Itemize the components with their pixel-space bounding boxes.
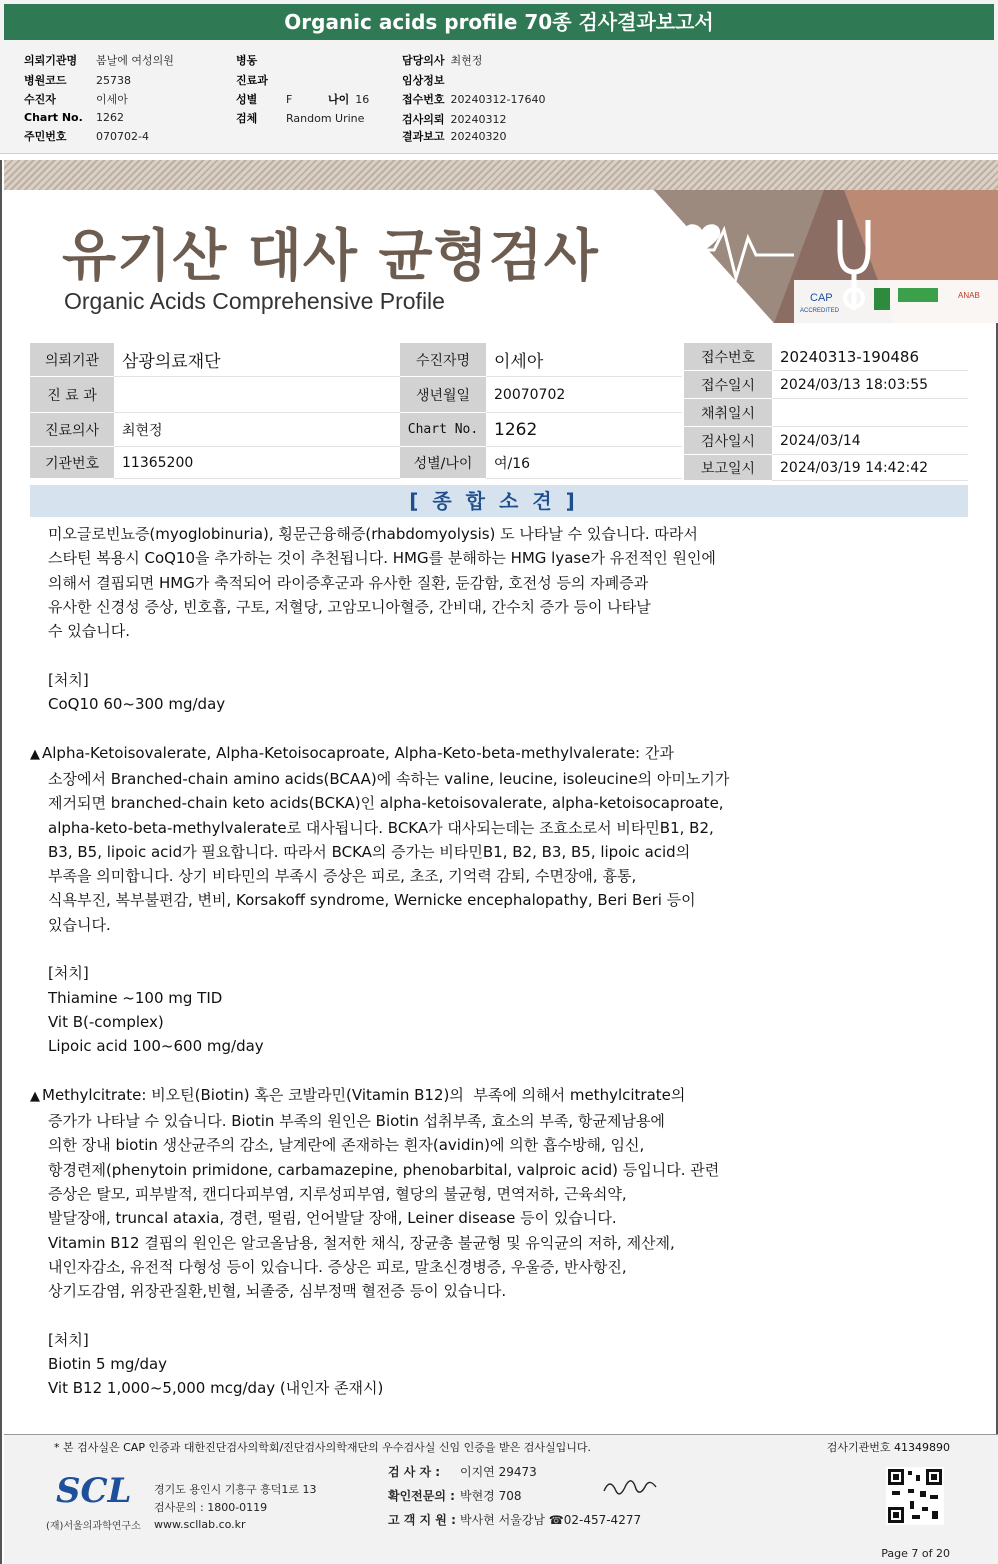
lab-phone: 검사문의 : 1800-0119: [154, 1501, 268, 1514]
value-patient-name: 이세아: [486, 343, 682, 377]
page-number: Page 7 of 20: [881, 1547, 950, 1560]
text-line: 제거되면 branched-chain keto acids(BCKA)인 alpha-ketoisovalerate, alpha-ketoisocaproate,: [48, 794, 724, 813]
english-title: Organic Acids Comprehensive Profile: [64, 288, 445, 314]
header-field-resident-no: 주민번호 070702-4: [24, 130, 149, 143]
label-sex-age: 성별/나이: [400, 447, 486, 479]
report-header: [0, 0, 998, 154]
text-line: 의한 장내 biotin 생산균주의 감소, 날계란에 존재하는 흰자(avidin)에 의한 흡수방해, 임신,: [48, 1136, 645, 1155]
korean-title: 유기산 대사 균형검사: [62, 224, 599, 289]
text-line: Vitamin B12 결핍의 원인은 알코올남용, 철저한 채식, 장균총 불균형 및 유익균의 저하, 제산제,: [48, 1233, 675, 1252]
treatment-heading: [처치]: [48, 964, 89, 983]
support-line: 고 객 지 원 : 박사현 서울강남 ☎02-457-4277: [388, 1513, 642, 1527]
cap-accredited-text: ACCREDITED: [800, 308, 840, 314]
label-requesting-org: 의뢰기관: [30, 343, 114, 377]
text-line: 증상은 탈모, 피부발적, 캔디다피부염, 지루성피부염, 혈당의 불균형, 면역저하, 근육쇠약,: [48, 1185, 627, 1204]
treatment-line: Thiamine ~100 mg TID: [48, 988, 223, 1007]
anab-logo-text: ANAB: [958, 291, 980, 300]
value-requesting-org: 삼광의료재단: [114, 343, 400, 377]
header-field-patient: 수진자 이세아: [24, 93, 128, 106]
treatment-line: Biotin 5 mg/day: [48, 1355, 168, 1374]
treatment-heading: [처치]: [48, 670, 89, 689]
reviewer-line: 확인전문의 : 박현경 708: [388, 1489, 522, 1503]
text-line: alpha-keto-beta-methylvalerate로 대사됩니다. BCKA가 대사되는데는 조효소로서 비타민B1, B2,: [48, 818, 714, 837]
summary-heading: [종합소견]: [30, 485, 968, 517]
header-field-doctor: 담당의사 최현정: [402, 54, 483, 67]
text-line: 내인자감소, 유전적 다형성 등이 있습니다. 증상은 피로, 말초신경병증, 우울증, 반사항진,: [48, 1257, 627, 1276]
label-doctor: 진료의사: [30, 413, 114, 447]
section-heading: Methylcitrate: 비오틴(Biotin) 혹은 코발라민(Vitamin B12)의 부족에 의해서 methylcitrate의: [42, 1085, 686, 1104]
lab-website[interactable]: www.scllab.co.kr: [154, 1518, 246, 1531]
value-receipt-date: 2024/03/13 18:03:55: [772, 371, 968, 399]
value-receipt-no: 20240313-190486: [772, 343, 968, 371]
label-test-date: 검사일시: [684, 427, 772, 455]
label-receipt-no: 접수번호: [684, 343, 772, 371]
report-footer: [4, 1434, 998, 1564]
header-field-specimen: 검체 Random Urine: [236, 112, 365, 125]
treatment-line: Vit B12 1,000~5,000 mcg/day (내인자 존재시): [48, 1379, 384, 1398]
header-field-request-date: 검사의뢰 20240312: [402, 113, 507, 126]
label-patient-name: 수진자명: [400, 343, 486, 377]
label-receipt-date: 접수일시: [684, 371, 772, 399]
header-field-report-date: 결과보고 20240320: [402, 130, 507, 143]
signature-image: [600, 1473, 660, 1501]
header-field-ward: 병동: [236, 54, 258, 67]
summary-content: [30, 522, 930, 1401]
treatment-line: Vit B(-complex): [48, 1012, 164, 1031]
treatment-line: CoQ10 60~300 mg/day: [48, 695, 226, 714]
lab-address: 경기도 용인시 기흥구 흥덕1로 13: [154, 1483, 317, 1496]
report-title: Organic acids profile 70종 검사결과보고서: [4, 4, 994, 40]
value-doctor: 최현정: [114, 413, 400, 447]
text-line: 수 있습니다.: [48, 622, 130, 641]
patient-info-table: [30, 343, 968, 481]
text-line: 스타틴 복용시 CoQ10을 추가하는 것이 추천됩니다. HMG를 분해하는 HMG lyase가 유전적인 원인에: [48, 549, 716, 568]
text-line: 소장에서 Branched-chain amino acids(BCAA)에 속하는 valine, leucine, isoleucine의 아미노기가: [48, 769, 730, 788]
label-birth-date: 생년월일: [400, 377, 486, 413]
header-field-sex: 성별 F: [236, 93, 293, 106]
heartbeat-stethoscope-logo: [644, 160, 998, 323]
triangle-bullet-icon: ▲: [30, 746, 40, 762]
cap-logo-text: CAP: [810, 292, 833, 304]
section-heading: Alpha-Ketoisovalerate, Alpha-Ketoisocaproate, Alpha-Keto-beta-methylvalerate: 간과: [42, 743, 674, 762]
text-line: 부족을 의미합니다. 상기 비타민의 부족시 증상은 피로, 초조, 기억력 감퇴, 수면장애, 흉통,: [48, 867, 637, 886]
text-line: 항경련제(phenytoin primidone, carbamazepine, phenobarbital, valproic acid) 등입니다. 관련: [48, 1160, 720, 1179]
label-org-no: 기관번호: [30, 447, 114, 479]
qr-code-icon: [886, 1467, 944, 1525]
text-line: 발달장애, truncal ataxia, 경련, 떨림, 언어발달 장애, Leiner disease 등이 있습니다.: [48, 1209, 617, 1228]
text-line: 유사한 신경성 증상, 빈호흡, 구토, 저혈당, 고암모니아혈증, 간비대, 간수치 증가 등이 나타날: [48, 597, 651, 616]
header-field-clinical-info: 임상정보: [402, 74, 445, 87]
value-birth-date: 20070702: [486, 377, 682, 413]
text-line: 의해서 결핍되면 HMG가 축적되어 라이증후군과 유사한 질환, 둔감함, 호전성 등의 자폐증과: [48, 573, 649, 592]
text-line: 있습니다.: [48, 915, 111, 934]
text-line: 미오글로빈뇨증(myoglobinuria), 횡문근융해증(rhabdomyolysis) 도 나타날 수 있습니다. 따라서: [48, 525, 698, 543]
text-line: 식욕부진, 복부불편감, 변비, Korsakoff syndrome, Wernicke encephalopathy, Beri Beri 등이: [48, 891, 696, 910]
value-report-date: 2024/03/19 14:42:42: [772, 455, 968, 481]
paragraph-hmg: [30, 522, 930, 716]
value-chart-no: 1262: [486, 413, 682, 447]
triangle-bullet-icon: ▲: [30, 1088, 40, 1104]
tester-line: 검 사 자 : 이지연 29473: [388, 1465, 537, 1479]
value-sex-age: 여/16: [486, 447, 682, 479]
header-field-chart-no: Chart No. 1262: [24, 111, 124, 124]
treatment-line: Lipoic acid 100~600 mg/day: [48, 1037, 264, 1056]
value-collect-date: [772, 399, 968, 427]
paragraph-bcka: [30, 741, 930, 1059]
header-field-age: 나이 16: [328, 93, 370, 106]
value-department: [114, 377, 400, 413]
paragraph-methylcitrate: [30, 1083, 930, 1401]
text-line: 증가가 나타날 수 있습니다. Biotin 부족의 원인은 Biotin 섭취부족, 효소의 부족, 항균제남용에: [48, 1112, 665, 1131]
report-page: [0, 160, 998, 1564]
value-org-no: 11365200: [114, 447, 400, 479]
accreditation-note: * 본 검사실은 CAP 인증과 대한진단검사의학회/진단검사의학재단의 우수검사실 신임 인증을 받은 검사실입니다.: [54, 1441, 592, 1454]
scl-logo: SCL: [56, 1471, 132, 1511]
title-banner: [4, 160, 998, 323]
text-line: 상기도감염, 위장관질환,빈혈, 뇌졸중, 심부정맥 혈전증 등이 있습니다.: [48, 1282, 507, 1301]
text-line: B3, B5, lipoic acid가 필요합니다. 따라서 BCKA의 증가는 비타민B1, B2, B3, B5, lipoic acid의: [48, 842, 691, 861]
label-department: 진 료 과: [30, 377, 114, 413]
lab-registration-no: 검사기관번호 41349890: [826, 1441, 950, 1454]
header-field-hospital-code: 병원코드 25738: [24, 74, 131, 87]
label-chart-no: Chart No.: [400, 413, 486, 447]
treatment-heading: [처치]: [48, 1330, 89, 1349]
header-field-org: 의뢰기관명 봄날에 여성의원: [24, 54, 174, 67]
scl-org-name: (재)서울의과학연구소: [46, 1521, 141, 1532]
value-test-date: 2024/03/14: [772, 427, 968, 455]
header-field-receipt-no: 접수번호 20240312-17640: [402, 93, 546, 106]
label-report-date: 보고일시: [684, 455, 772, 481]
header-field-dept: 진료과: [236, 74, 268, 87]
label-collect-date: 채취일시: [684, 399, 772, 427]
